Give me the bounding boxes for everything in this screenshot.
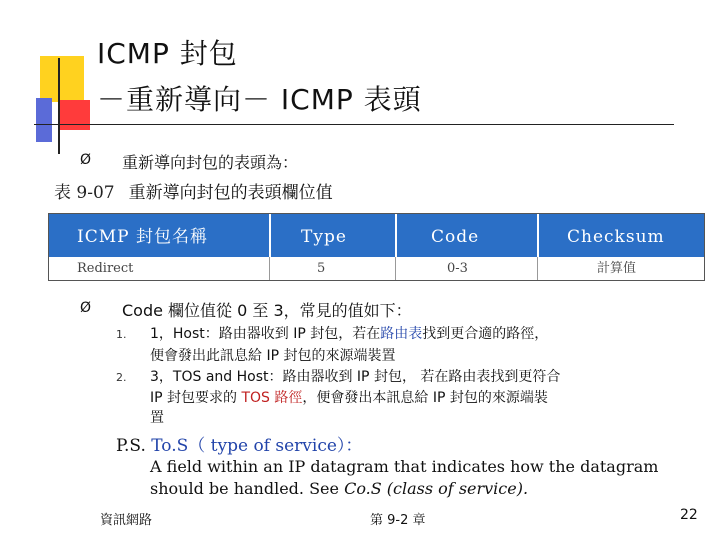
ps-heading [116,431,362,456]
table-column-divider [537,257,538,280]
table-caption [54,178,333,203]
ps-see-also: Co.S (class of service). [344,479,529,498]
footer-course-name: 資訊網路 [100,513,153,528]
bullet-arrow-icon: Ø [80,152,92,168]
slide-title-line2: －重新導向－ ICMP 表頭 [97,83,422,116]
list-item1-line1 [150,323,548,343]
table-column-divider [537,214,539,257]
decor-vertical-line [58,58,60,154]
table-caption-title: 重新導向封包的表頭欄位值 [128,183,333,203]
table-column-divider [395,214,397,257]
page-number: 22 [680,507,698,523]
table-cell: Redirect [77,261,134,276]
table-header-row [49,214,704,257]
bullet1-text: 重新導向封包的表頭為： [122,153,299,172]
table-column-divider [269,214,271,257]
list-item2-highlight: TOS 路徑 [241,390,303,406]
list-item1-text-c: 找到更合適的路徑， [422,326,549,342]
table-caption-number: 表 9-07 [54,183,115,203]
ps-definition-text: should be handled. See [150,479,345,498]
table-header-cell: Checksum [567,227,665,247]
list-item2-line1: 3，TOS and Host：路由器收到 IP 封包， 若在路由表找到更符合 [150,369,561,385]
table-header-cell: Code [431,227,480,247]
table-cell: 計算值 [597,261,637,276]
table-column-divider [395,257,396,280]
list-item2-text-c: ，便會發出本訊息給 IP 封包的來源端裝 [302,390,548,406]
list-item1-highlight: 路由表 [380,326,423,342]
list-item-number: 1. [116,328,127,341]
table-row [49,257,704,280]
bullet2-text: Code 欄位值從 0 至 3，常見的值如下： [122,301,412,320]
table-cell: 0-3 [447,261,468,276]
list-item1-line2: 便會發出此訊息給 IP 封包的來源端裝置 [150,348,396,364]
ps-definition-line2 [150,479,528,498]
table-header-cell: ICMP 封包名稱 [77,227,208,247]
list-item-number: 2. [116,371,127,384]
slide-title-line1: ICMP 封包 [97,37,238,70]
bullet-arrow-icon: Ø [80,300,92,316]
ps-term: To.S（ type of service）： [151,436,363,456]
list-item1-text-a: 1，Host：路由器收到 IP 封包，若在 [150,326,381,342]
table-cell: 5 [317,261,326,276]
decor-yellow-square [40,56,84,102]
list-item2-line2 [150,387,548,407]
table-column-divider [269,257,270,280]
footer-chapter: 第 9-2 章 [370,513,426,528]
table-header-cell: Type [301,227,347,247]
list-item2-line3: 置 [150,410,164,426]
title-divider [34,124,674,125]
header-fields-table [48,213,705,281]
list-item2-text-a: IP 封包要求的 [150,390,242,406]
ps-definition-line1: A field within an IP datagram that indicates how the datagram [150,457,659,476]
decor-red-square [60,100,90,130]
decor-blue-bar [36,98,52,142]
ps-label: P.S. [116,436,146,456]
